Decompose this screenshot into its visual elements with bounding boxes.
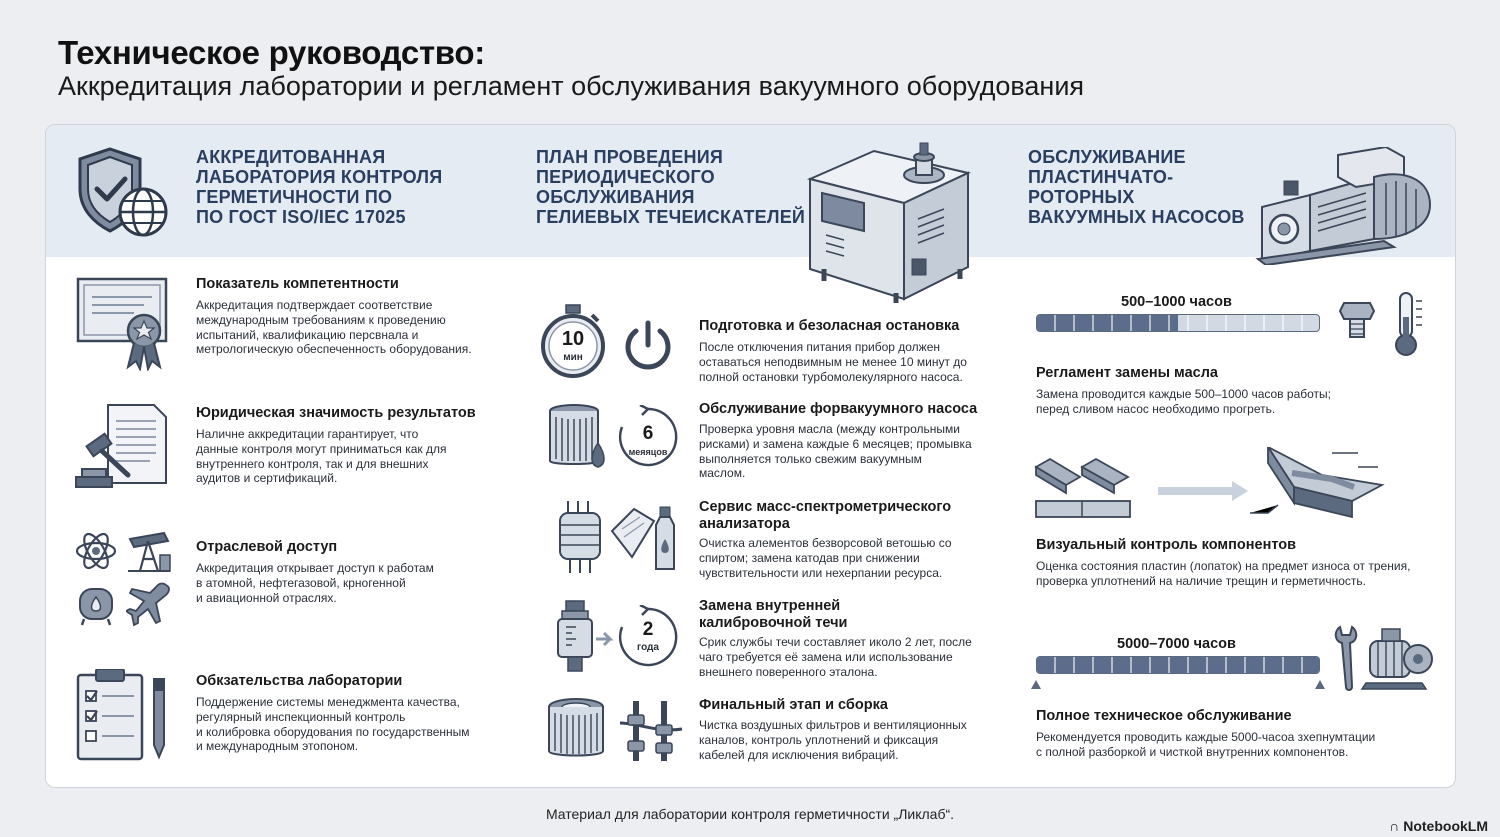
left-item-body xyxy=(196,695,470,754)
six-months-value: 6 xyxy=(642,423,654,444)
middle-item-body xyxy=(699,340,967,384)
body-line: маслом. xyxy=(699,466,746,481)
gas-tank-icon xyxy=(76,581,116,627)
body-line: Аккредитация подтверждает соответствие xyxy=(196,298,433,312)
body-line: чаго требуется её замена или использование xyxy=(699,649,953,664)
left-item-body xyxy=(196,427,447,486)
body-line: аудитов и сертификаций. xyxy=(196,471,338,486)
middle-item-body xyxy=(699,718,967,762)
left-item-title: Юридическая значимость результатов xyxy=(196,405,476,421)
right-item-body xyxy=(1036,387,1331,417)
body-line: Рекомендуется проводить каждые 5000-часоа зхепнумтации xyxy=(1036,730,1376,744)
atom-icon xyxy=(74,529,118,573)
body-line: метрологическую обеспеченность оборудования. xyxy=(196,342,472,357)
title-line: Финальный этап и сборка xyxy=(699,697,888,713)
middle-heading-line: ПЕРИОДИЧЕСКОГО xyxy=(536,167,715,187)
middle-heading-line: ПЛАН ПРОВЕДЕНИЯ xyxy=(536,147,723,167)
left-heading-line: ГЕРМЕТИЧНОСТИ ПО xyxy=(196,187,393,207)
body-line: рисками) и замена каждые 6 месяцев; промывка xyxy=(699,436,972,451)
body-line: в атомной, нефтегазовой, крногенной xyxy=(196,575,406,590)
body-line: оставаться неподвимным не менее 10 минут до xyxy=(699,354,967,369)
middle-heading-line: ОБСЛУЖИВАНИЯ xyxy=(536,187,695,207)
left-column-heading xyxy=(196,147,442,227)
body-line: Наличне аккредитации гарантирует, что xyxy=(196,427,419,441)
title-line: анализатора xyxy=(699,516,790,532)
left-item-body xyxy=(196,561,434,605)
middle-item-title xyxy=(699,598,847,632)
shield-globe-icon xyxy=(74,145,172,241)
overhaul-interval-label: 5000–7000 часов xyxy=(1117,636,1236,652)
title-line: калибровочной течи xyxy=(699,615,848,631)
right-item-body xyxy=(1036,730,1375,760)
left-heading-line: ПО ГОСТ ISO/IEC 17025 xyxy=(196,207,406,227)
body-line: проверка уплотнений на наличие трещин и герметичность. xyxy=(1036,573,1367,588)
leak-detector-device-icon xyxy=(804,139,974,305)
middle-item-title xyxy=(699,499,951,533)
body-line: Поддержение системы менеджмента качества, xyxy=(196,695,460,709)
right-column-heading xyxy=(1028,147,1245,227)
two-years-value: 2 xyxy=(642,619,654,640)
body-line: с полной разборкой и чисткой внутренних компонентов. xyxy=(1036,744,1349,759)
body-line: внешнего поверенного эталона. xyxy=(699,664,878,679)
page-subtitle: Аккредитация лаборатории и регламент обслуживания вакуумного оборудования xyxy=(58,71,1085,101)
middle-item-title xyxy=(699,318,959,335)
body-line: перед сливом насос необходимо прогреть. xyxy=(1036,401,1276,416)
oil-filter-icon xyxy=(546,403,612,475)
range-start-marker xyxy=(1031,680,1041,689)
right-heading-line: РОТОРНЫХ xyxy=(1028,187,1135,207)
notebooklm-brand[interactable] xyxy=(1389,818,1488,834)
body-line: чувствительности или нехерпании ресурса. xyxy=(699,565,943,580)
middle-item-title xyxy=(699,697,888,714)
footer-caption: Материал для лаборатории контроля герметичности „Ликлаб“. xyxy=(545,806,955,822)
title-line: Обслуживание форвакуумного насоса xyxy=(699,401,978,417)
vacuum-pump-icon xyxy=(1254,147,1434,265)
certificate-icon xyxy=(74,275,170,371)
body-line: каналов, контроль уплотнений и фиксация xyxy=(699,732,939,747)
body-line: и колибровка оборудования по государственным xyxy=(196,724,470,739)
left-item-title: Отраслевой доступ xyxy=(196,539,338,555)
cable-clamps-icon xyxy=(618,699,684,763)
wrench-motor-icon xyxy=(1332,621,1436,693)
bar-ticks xyxy=(1037,315,1319,331)
body-line: и международным этопоном. xyxy=(196,739,359,754)
airplane-icon xyxy=(126,581,172,627)
oil-interval-label: 500–1000 часов xyxy=(1121,294,1232,310)
infographic-panel xyxy=(45,124,1456,788)
gavel-document-icon xyxy=(74,401,170,493)
checklist-pen-icon xyxy=(74,669,174,761)
middle-item-body xyxy=(699,422,972,481)
page-title: Техническое руководство: xyxy=(58,34,485,71)
six-months-unit: меяяцов xyxy=(628,447,668,457)
middle-item-title xyxy=(699,401,977,418)
title-line: Замена внутренней xyxy=(699,598,841,614)
middle-heading-line: ГЕЛИЕВЫХ ТЕЧЕИСКАТЕЛЕЙ xyxy=(536,207,806,227)
body-line: и авиационной отраслях. xyxy=(196,590,337,605)
body-line: международным требованиям к проведению xyxy=(196,312,446,327)
title-line: Сервис масс-спектрометрического xyxy=(699,499,952,515)
vanes-inspection-icon xyxy=(1032,447,1392,537)
body-line: кабелей для исключения вибраций. xyxy=(699,747,899,762)
body-line: Срик службы течи составляет иколо 2 лет, после xyxy=(699,635,972,649)
middle-item-body xyxy=(699,635,972,679)
thermometer-icon xyxy=(1390,291,1426,357)
body-line: Чистка воздушных фильтров и вентиляционных xyxy=(699,718,967,732)
left-item-body xyxy=(196,298,472,357)
oil-pump-icon xyxy=(126,529,172,573)
title-line: Подготовка и безоласная остановка xyxy=(699,318,960,334)
wipe-alcohol-icon xyxy=(610,501,680,573)
body-line: данные контроля могут приниматься как для xyxy=(196,441,447,456)
middle-item-body xyxy=(699,536,952,580)
bar-ticks xyxy=(1037,657,1319,673)
body-line: спиртом; замена катодав при снижении xyxy=(699,550,920,565)
body-line: полной остановки турбомолекулярного насоса. xyxy=(699,369,963,384)
body-line: выполняется только свежим вакуумным xyxy=(699,451,922,466)
middle-column-heading xyxy=(536,147,805,227)
air-filter-icon xyxy=(546,697,608,763)
brand-text: NotebookLM xyxy=(1403,818,1488,834)
left-heading-line: ЛАБОРАТОРИЯ КОНТРОЛЯ xyxy=(196,167,443,187)
range-end-marker xyxy=(1315,680,1325,689)
ion-source-icon xyxy=(554,499,608,575)
timer-value: 10 xyxy=(561,328,585,350)
calibrated-leak-icon xyxy=(552,597,614,675)
body-line: Очистка алементов безворсовой ветошью со xyxy=(699,536,952,550)
body-line: Замена проводится каждые 500–1000 часов работы; xyxy=(1036,387,1331,401)
right-heading-line: ОБСЛУЖИВАНИЕ xyxy=(1028,147,1186,167)
right-item-title: Визуальный контроль компонентов xyxy=(1036,537,1297,553)
left-heading-line: АККРЕДИТОВАННАЯ xyxy=(196,147,386,167)
two-years-unit: года xyxy=(637,642,659,653)
body-line: Оценка состояния пластин (лопаток) на предмет износа от трения, xyxy=(1036,559,1411,573)
right-item-body xyxy=(1036,559,1410,589)
body-line: Проверка уровня масла (между контрольными xyxy=(699,422,960,436)
body-line: испытаний, квалификацию персвнала и xyxy=(196,327,419,342)
body-line: Аккредитация открывает доступ к работам xyxy=(196,561,434,575)
bolt-icon xyxy=(1338,299,1376,339)
left-item-title: Обкзательства лаборатории xyxy=(196,673,403,689)
body-line: внутреннего контроля, так и для внешних xyxy=(196,456,429,471)
right-item-title: Полное техническое обслуживание xyxy=(1036,708,1292,724)
overhaul-interval-bar xyxy=(1036,656,1320,674)
oil-interval-bar xyxy=(1036,314,1320,332)
body-line: После отключения питания прибор должен xyxy=(699,340,940,354)
power-icon xyxy=(622,319,674,371)
body-line: регулярный инспекционный контроль xyxy=(196,709,406,724)
right-item-title: Регламент замены масла xyxy=(1036,365,1218,381)
timer-unit: мин xyxy=(563,352,583,363)
notebooklm-logo-icon: ∩ xyxy=(1389,818,1400,834)
right-heading-line: ПЛАСТИНЧАТО- xyxy=(1028,167,1174,187)
left-item-title: Показатель компетентности xyxy=(196,276,399,292)
right-heading-line: ВАКУУМНЫХ НАСОСОВ xyxy=(1028,207,1245,227)
